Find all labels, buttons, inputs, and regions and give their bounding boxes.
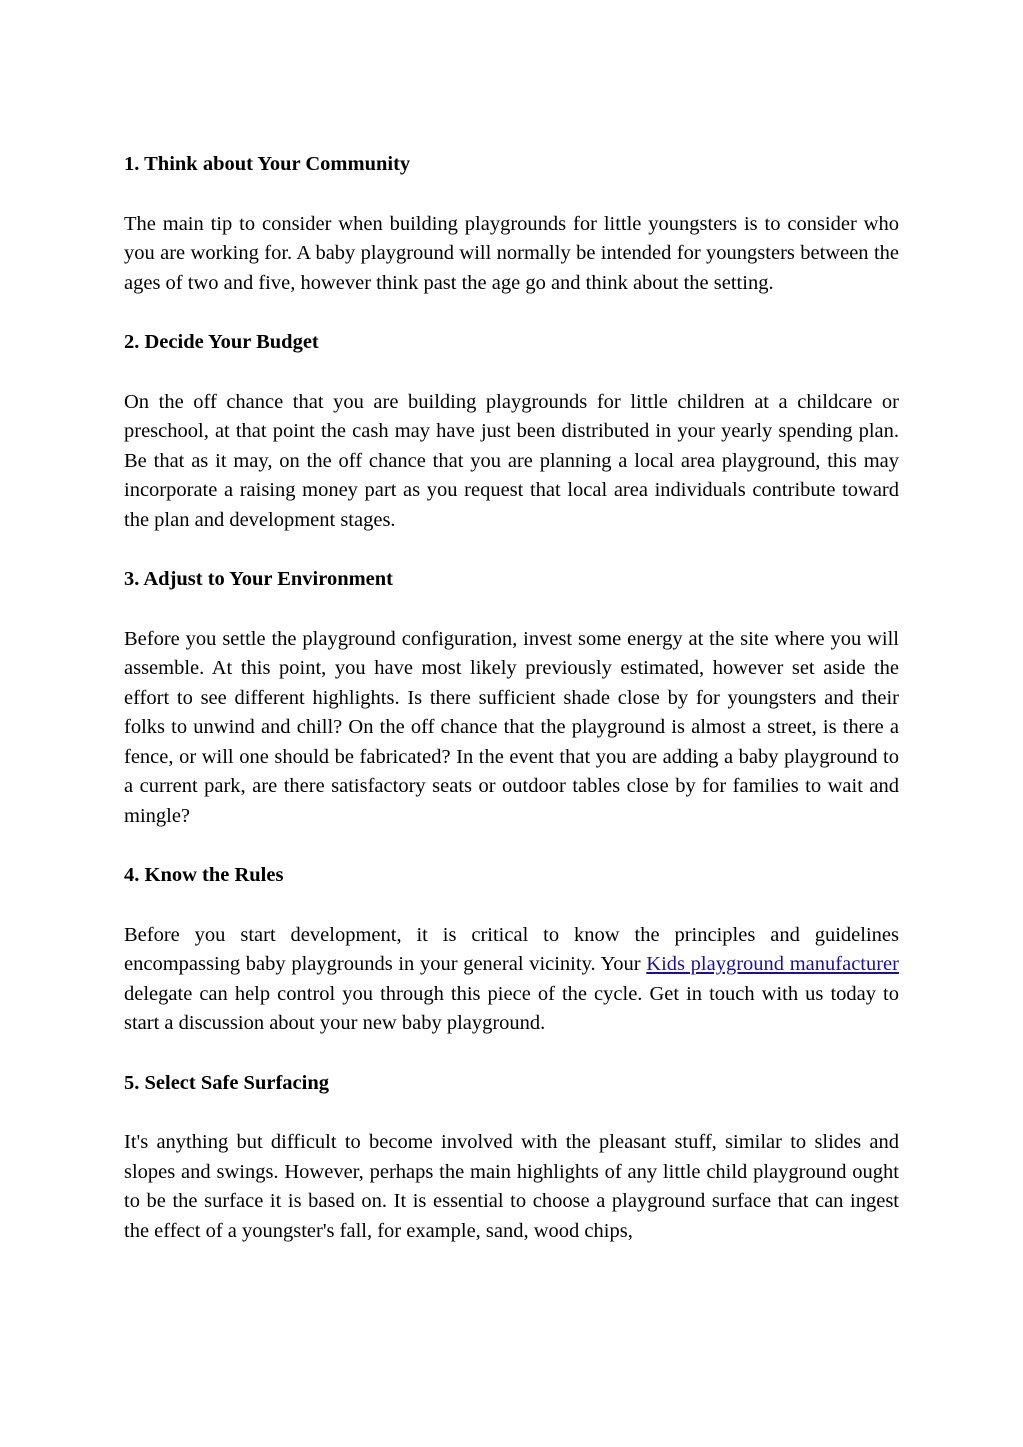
kids-playground-manufacturer-link[interactable]: Kids playground manufacturer bbox=[646, 953, 899, 975]
section-body-surfacing: It's anything but difficult to become involved with the pleasant stuff, similar to slides and slopes and swings. However, perhaps the main highlights of any little child playground ought to be the surface it is based on. It is essential to choose a playground surface that can ingest the effect of a youngster's fall, for example, sand, wood chips, bbox=[124, 1131, 899, 1242]
section-heading-surfacing: 5. Select Safe Surfacing bbox=[124, 1071, 329, 1094]
section-heading-rules: 4. Know the Rules bbox=[124, 864, 284, 886]
section-body-environment: Before you settle the playground configuration, invest some energy at the site where you will assemble. At this point, you have most likely previously estimated, however set aside the effort to see different highlights. Is there sufficient shade close by for youngsters and their folks to unwind and chill? On the off chance that the playground is almost a street, is there a fence, or will one should be fabricated? In the event that you are adding a baby playground to a current park, are there satisfactory seats or outdoor tables close by for families to wait and mingle? bbox=[124, 627, 899, 827]
section-body-budget: On the off chance that you are building playgrounds for little children at a childcare or preschool, at that point the cash may have just been distributed in your yearly spending plan. Be that as it may, on the off chance that you are planning a local area playground, this may incorporate a raising money part as you request that local area individuals contribute toward the plan and development stages. bbox=[124, 390, 899, 531]
section-body-community: The main tip to consider when building playgrounds for little youngsters is to consider who you are working for. A baby playground will normally be intended for youngsters between the ages of two and five, however think past the age go and think about the setting. bbox=[124, 212, 899, 294]
rules-text-before-link: Before you start development, it is critical to know the principles and guidelines encompassing baby playgrounds in your general vicinity. Your bbox=[124, 923, 899, 975]
section-heading-community: 1. Think about Your Community bbox=[124, 153, 411, 175]
section-heading-budget: 2. Decide Your Budget bbox=[124, 331, 319, 353]
section-heading-environment: 3. Adjust to Your Environment bbox=[124, 568, 394, 590]
section-body-rules bbox=[124, 921, 899, 1039]
rules-text-after-link: delegate can help control you through this piece of the cycle. Get in touch with us today to start a discussion about your new baby playground. bbox=[124, 982, 899, 1034]
document-page bbox=[124, 150, 899, 1276]
